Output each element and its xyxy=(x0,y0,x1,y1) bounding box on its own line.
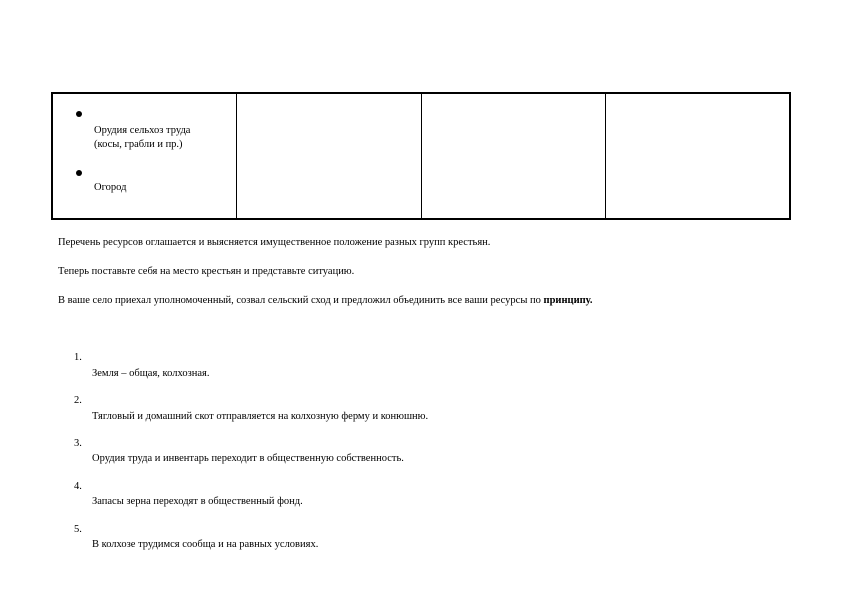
list-item-number: 2. xyxy=(74,395,82,406)
list-item-number: 4. xyxy=(74,481,82,492)
list-item: В колхозе трудимся сообща и на равных условиях. xyxy=(92,539,319,550)
paragraph-representative-text: В ваше село приехал уполномоченный, созвал сельский сход и предложил объединить все ваши ресурсы по xyxy=(58,295,544,306)
paragraph-imagine-situation: Теперь поставьте себя на место крестьян и представьте ситуацию. xyxy=(58,266,355,277)
resources-table xyxy=(51,92,791,220)
paragraph-resources-announced: Перечень ресурсов оглашается и выясняется имущественное положение разных групп крестьян. xyxy=(58,237,491,248)
table-cell-resources xyxy=(53,94,237,218)
list-item: Земля – общая, колхозная. xyxy=(92,368,210,379)
bullet-icon xyxy=(76,111,82,117)
resource-item-tools-label: Орудия сельхоз труда xyxy=(94,125,191,136)
list-item: Запасы зерна переходят в общественный фонд. xyxy=(92,496,303,507)
table-cell-empty xyxy=(237,94,421,218)
list-item-number: 5. xyxy=(74,524,82,535)
list-item: Тягловый и домашний скот отправляется на колхозную ферму и конюшню. xyxy=(92,411,429,422)
resource-item-tools-sublabel: (косы, грабли и пр.) xyxy=(94,139,183,150)
list-item-number: 3. xyxy=(74,438,82,449)
bullet-icon xyxy=(76,170,82,176)
table-cell-empty xyxy=(606,94,789,218)
list-item-number: 1. xyxy=(74,352,82,363)
list-item: Орудия труда и инвентарь переходит в общественную собственность. xyxy=(92,453,404,464)
table-cell-empty xyxy=(422,94,606,218)
paragraph-representative-bold: принципу. xyxy=(543,295,593,306)
paragraph-representative xyxy=(58,294,593,308)
resource-item-garden: Огород xyxy=(94,182,127,193)
resource-item-tools xyxy=(94,124,190,152)
